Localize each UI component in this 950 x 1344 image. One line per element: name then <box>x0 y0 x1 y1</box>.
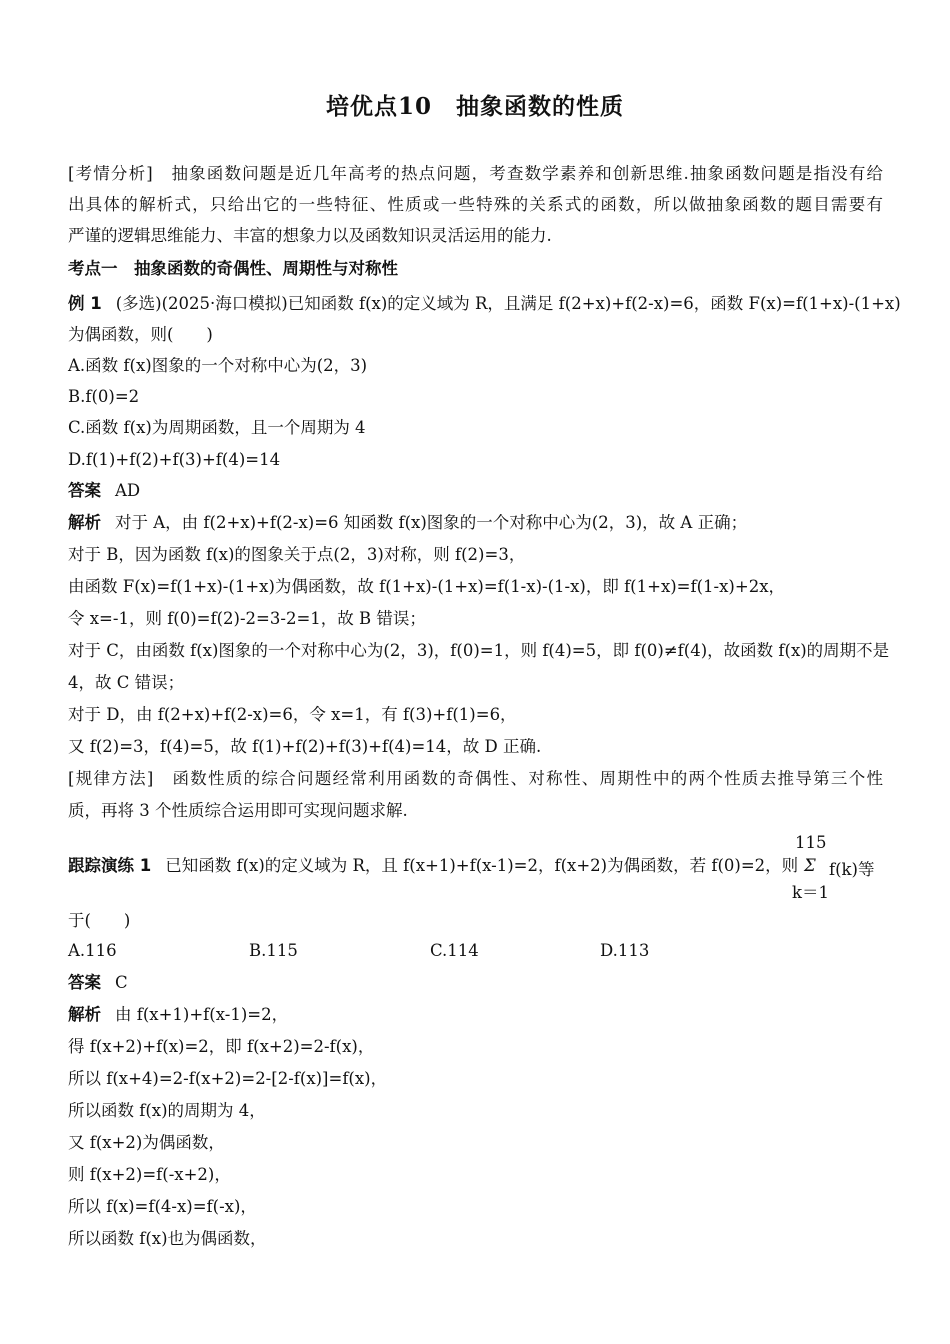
practice-answer-label: 答案 <box>68 973 101 992</box>
practice-1-answer <box>68 973 883 993</box>
practice-analysis-label: 解析 <box>68 1005 101 1024</box>
solution-text: 对于 A，由 f(2+x)+f(2-x)=6 知函数 f(x)图象的一个对称中心为(2，3)，故 A 正确； <box>115 513 748 532</box>
example-label: 例 1 <box>68 294 102 313</box>
example-1-solution-5: 对于 C，由函数 f(x)图象的一个对称中心为(2，3)，f(0)=1，则 f(4)=5，即 f(0)≠f(4)，故函数 f(x)的周期不是 <box>68 641 890 660</box>
analysis-label: 解析 <box>68 513 101 532</box>
practice-solution-text: 由 f(x+1)+f(x-1)=2， <box>115 1005 289 1024</box>
option-d: D.f(1)+f(2)+f(3)+f(4)=14 <box>68 450 281 469</box>
method-line-2: 质，再将 3 个性质综合运用即可实现问题求解. <box>68 801 408 820</box>
intro-line-3: 严谨的逻辑思维能力、丰富的想象力以及函数知识灵活运用的能力. <box>68 226 552 245</box>
example-stem-text: (多选)(2025·海口模拟)已知函数 f(x)的定义域为 R，且满足 f(2+x)+f(2-x)=6，函数 F(x)=f(1+x)-(1+x) <box>115 294 901 313</box>
intro-line-1: [考情分析] 抽象函数问题是近几年高考的热点问题，考查数学素养和创新思维.抽象函数问题是指没有给 <box>68 164 883 183</box>
practice-option-d: D.113 <box>600 941 650 960</box>
answer-label: 答案 <box>68 481 101 500</box>
practice-1-solution-5: 又 f(x+2)为偶函数， <box>68 1133 225 1152</box>
example-1-answer <box>68 481 883 501</box>
example-1-solution-1 <box>68 513 883 533</box>
practice-1-stem-2: 于( ) <box>68 911 131 930</box>
example-1-stem-2: 为偶函数，则( ) <box>68 325 213 344</box>
practice-1-solution-3: 所以 f(x+4)=2-f(x+2)=2-[2-f(x)]=f(x)， <box>68 1069 388 1088</box>
option-c: C.函数 f(x)为周期函数，且一个周期为 4 <box>68 418 366 437</box>
summation-sign: Σ <box>804 856 816 875</box>
example-1-solution-4: 令 x=-1，则 f(0)=f(2)-2=3-2=1，故 B 错误； <box>68 609 426 628</box>
section-heading: 考点一 抽象函数的奇偶性、周期性与对称性 <box>68 259 398 278</box>
intro-line-2: 出具体的解析式，只给出它的一些特征、性质或一些特殊的关系式的函数，所以做抽象函数的题目需要有 <box>68 195 883 214</box>
example-1-solution-2: 对于 B，因为函数 f(x)的图象关于点(2，3)对称，则 f(2)=3， <box>68 545 526 564</box>
example-1-solution-8: 又 f(2)=3，f(4)=5，故 f(1)+f(2)+f(3)+f(4)=14，故 D 正确. <box>68 737 542 756</box>
practice-1-solution-6: 则 f(x+2)=f(-x+2)， <box>68 1165 231 1184</box>
practice-1-stem <box>68 856 799 876</box>
method-line-1: [规律方法] 函数性质的综合问题经常利用函数的奇偶性、对称性、周期性中的两个性质去推导第三个性 <box>68 769 883 788</box>
example-1-stem <box>68 294 901 314</box>
practice-1-solution-2: 得 f(x+2)+f(x)=2，即 f(x+2)=2-f(x)， <box>68 1037 375 1056</box>
practice-1-solution-7: 所以 f(x)=f(4-x)=f(-x)， <box>68 1197 257 1216</box>
example-1-solution-3: 由函数 F(x)=f(1+x)-(1+x)为偶函数，故 f(1+x)-(1+x)=f(1-x)-(1-x)，即 f(1+x)=f(1-x)+2x， <box>68 577 786 596</box>
answer-value: AD <box>115 481 141 500</box>
option-a: A.函数 f(x)图象的一个对称中心为(2，3) <box>68 356 368 375</box>
practice-1-solution-4: 所以函数 f(x)的周期为 4， <box>68 1101 266 1120</box>
page-title: 培优点10 抽象函数的性质 <box>325 93 624 120</box>
summation-term: f(k)等 <box>829 860 875 879</box>
practice-option-b: B.115 <box>249 941 298 960</box>
practice-stem-text: 已知函数 f(x)的定义域为 R，且 f(x+1)+f(x-1)=2，f(x+2)为偶函数，若 f(0)=2，则 <box>165 856 799 875</box>
practice-answer-value: C <box>115 973 128 992</box>
summation-upper-limit: 115 <box>795 833 827 852</box>
option-b: B.f(0)=2 <box>68 387 140 406</box>
example-1-solution-7: 对于 D，由 f(2+x)+f(2-x)=6，令 x=1，有 f(3)+f(1)=6， <box>68 705 517 724</box>
example-1-solution-6: 4，故 C 错误； <box>68 673 185 692</box>
practice-label: 跟踪演练 1 <box>68 856 152 875</box>
summation-lower-limit: k＝1 <box>792 883 829 902</box>
practice-1-solution-1 <box>68 1005 883 1025</box>
practice-option-a: A.116 <box>68 941 117 960</box>
practice-option-c: C.114 <box>430 941 479 960</box>
practice-1-solution-8: 所以函数 f(x)也为偶函数， <box>68 1229 267 1248</box>
